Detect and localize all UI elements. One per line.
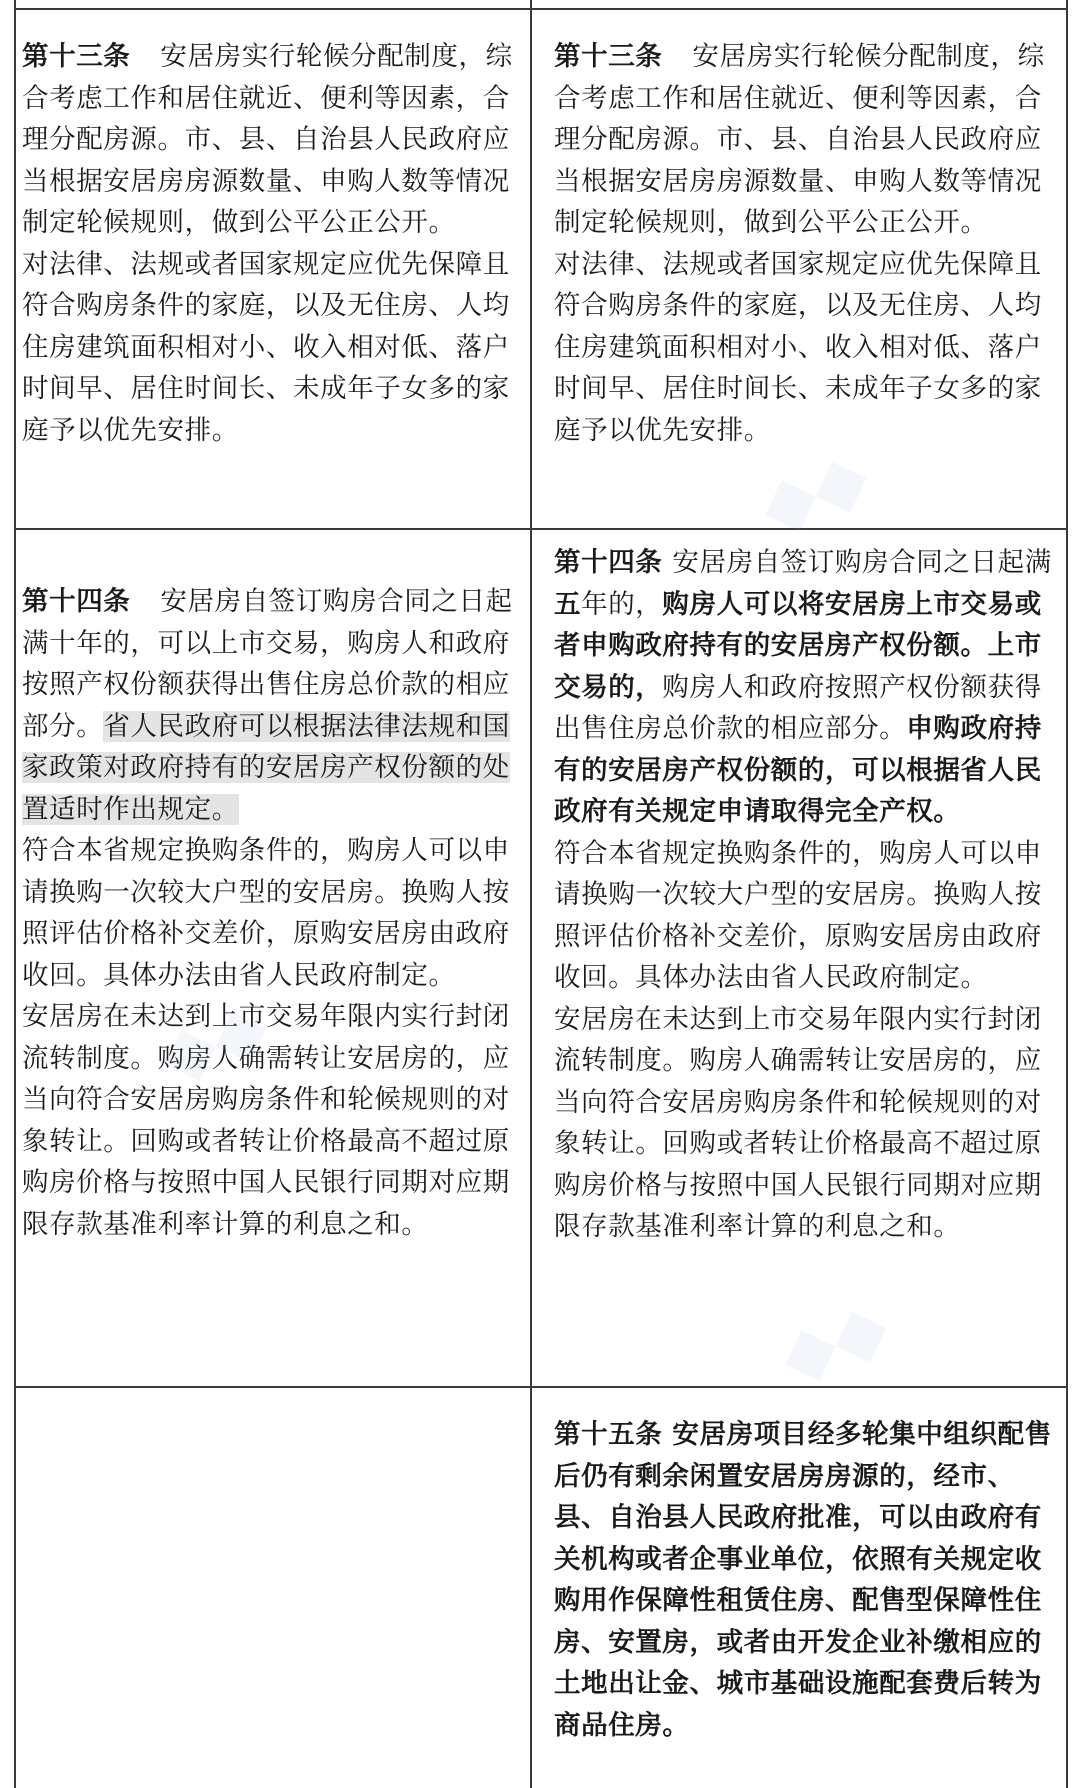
text-run: 年的， bbox=[581, 588, 663, 620]
highlighted-text: 省人民政府可以根据法律法规和国家政策对政府持有的安居房产权份额的处置适时作出规定。 bbox=[22, 710, 510, 825]
text-run: 安居房在未达到上市交易年限内实行封闭流转制度。购房人确需转让安居房的，应当向符合安居房购房条件和轮候规则的对象转让。回购或者转让价格最高不超过原购房价格与按照中国人民银行同期对应期限存款基准利率计算的利息之和。 bbox=[22, 1001, 510, 1240]
text-run: 对法律、法规或者国家规定应优先保障且符合购房条件的家庭，以及无住房、人均住房建筑面积相对小、收入相对低、落户时间早、居住时间长、未成年子女多的家庭予以优先安排。 bbox=[554, 248, 1042, 446]
cell-new-article-15 bbox=[532, 1388, 1066, 1786]
paragraph bbox=[554, 36, 1062, 244]
cell-old-article-15-empty bbox=[16, 1388, 530, 1786]
paragraph bbox=[554, 244, 1062, 452]
paragraph bbox=[554, 1414, 1062, 1746]
bold-text: 安居房项目经多轮集中组织配售后仍有剩余闲置安居房房源的，经市、县、自治县人民政府批准，可以由政府有关机构或者企事业单位，依照有关规定收购用作保障性租赁住房、配售型保障性住房、安置房，或者由开发企业补缴相应的土地出让金、城市基础设施配套费后转为商品住房。 bbox=[554, 1419, 1052, 1741]
bold-text: 五 bbox=[554, 588, 582, 620]
bold-text: 第十三条 bbox=[22, 41, 131, 72]
paragraph bbox=[22, 581, 526, 830]
watermark-logo: ◆◆ bbox=[149, 984, 279, 1098]
cell-old-article-13 bbox=[16, 10, 530, 528]
paragraph bbox=[554, 833, 1062, 999]
row-article-13 bbox=[16, 8, 1066, 528]
text-run: 安居房在未达到上市交易年限内实行封闭流转制度。购房人确需转让安居房的，应当向符合安居房购房条件和轮候规则的对象转让。回购或者转让价格最高不超过原购房价格与按照中国人民银行同期对应期限存款基准利率计算的利息之和。 bbox=[554, 1003, 1042, 1242]
bold-text: 购房人可以将安居房上市交易或者申购政府持有的安居房产权份额。上市交易的， bbox=[554, 588, 1042, 703]
cell-new-article-14 bbox=[532, 530, 1066, 1386]
row-article-15 bbox=[16, 1386, 1066, 1786]
watermark-logo: ◆◆ bbox=[769, 1284, 899, 1398]
text-run: 购房人和政府按照产权份额获得出售住房总价款的相应部分。 bbox=[554, 671, 1042, 744]
paragraph bbox=[22, 830, 526, 996]
paragraph bbox=[22, 996, 526, 1245]
bold-text: 第十四条 bbox=[554, 547, 663, 578]
text-run: 安居房自签订购房合同之日起满 bbox=[672, 547, 1052, 578]
text-run: 符合本省规定换购条件的，购房人可以申请换购一次较大户型的安居房。换购人按照评估价格补交差价，原购安居房由政府收回。具体办法由省人民政府制定。 bbox=[22, 835, 510, 991]
bold-text: 第十三条 bbox=[554, 41, 663, 72]
cell-old-article-14 bbox=[16, 530, 530, 1386]
bold-text: 第十四条 bbox=[22, 586, 131, 617]
watermark-logo: ◆◆ bbox=[749, 434, 879, 548]
cell-new-article-13 bbox=[532, 10, 1066, 528]
row-article-14 bbox=[16, 528, 1066, 1386]
bold-text: 申购政府持有的安居房产权份额的，可以根据省人民政府有关规定申请取得完全产权。 bbox=[554, 713, 1042, 827]
text-run: 安居房实行轮候分配制度，综合考虑工作和居住就近、便利等因素，合理分配房源。市、县、自治县人民政府应当根据安居房房源数量、申购人数等情况制定轮候规则，做到公平公正公开。 bbox=[554, 41, 1045, 238]
paragraph bbox=[554, 542, 1062, 833]
text-run: 安居房自签订购房合同之日起满十年的，可以上市交易，购房人和政府按照产权份额获得出售住房总价款的相应部分。 bbox=[22, 586, 513, 742]
text-run: 符合本省规定换购条件的，购房人可以申请换购一次较大户型的安居房。换购人按照评估价格补交差价，原购安居房由政府收回。具体办法由省人民政府制定。 bbox=[554, 837, 1042, 993]
bold-text: 第十五条 bbox=[554, 1419, 663, 1450]
text-run: 安居房实行轮候分配制度，综合考虑工作和居住就近、便利等因素，合理分配房源。市、县、自治县人民政府应当根据安居房房源数量、申购人数等情况制定轮候规则，做到公平公正公开。 bbox=[22, 41, 513, 238]
paragraph bbox=[22, 36, 526, 244]
text-run: 对法律、法规或者国家规定应优先保障且符合购房条件的家庭，以及无住房、人均住房建筑面积相对小、收入相对低、落户时间早、居住时间长、未成年子女多的家庭予以优先安排。 bbox=[22, 248, 510, 446]
paragraph bbox=[554, 999, 1062, 1248]
paragraph bbox=[22, 244, 526, 452]
comparison-table bbox=[14, 0, 1068, 1788]
